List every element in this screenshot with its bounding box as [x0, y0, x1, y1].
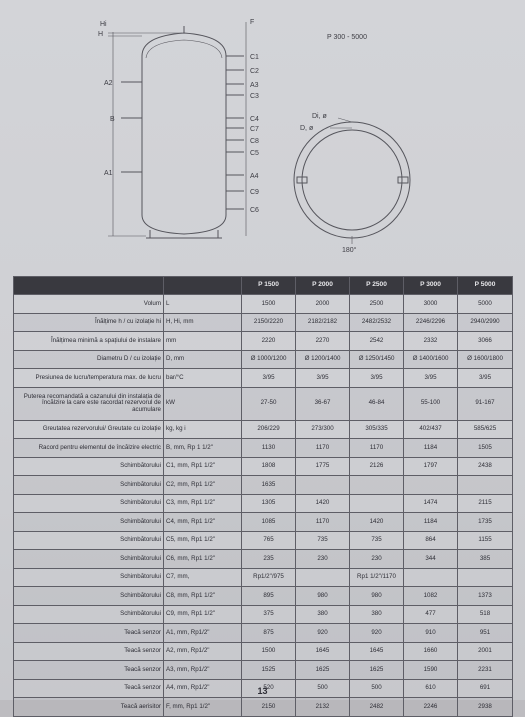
unit-cell: kg, kg i	[164, 420, 242, 439]
value-cell: 380	[296, 605, 350, 624]
value-cell: 27-50	[242, 387, 296, 420]
value-cell: 1184	[404, 513, 458, 532]
value-cell	[296, 568, 350, 587]
header-param	[14, 277, 164, 295]
unit-cell: C1, mm, Rp1 1/2"	[164, 457, 242, 476]
value-cell: 1420	[350, 513, 404, 532]
value-cell: Ø 1600/1800	[458, 350, 513, 369]
param-cell: Puterea recomandată a cazanului din instalația de încălzire la care este racordat rezervorul de acumulare	[14, 387, 164, 420]
value-cell: 2115	[458, 494, 513, 513]
value-cell: 910	[404, 624, 458, 643]
header-p2500: P 2500	[350, 277, 404, 295]
value-cell: 1625	[350, 661, 404, 680]
label-c1: C1	[250, 54, 259, 61]
value-cell: 46-84	[350, 387, 404, 420]
param-cell: Înălțimea minimă a spațiului de instalare	[14, 332, 164, 351]
param-cell: Diametru D / cu izolație	[14, 350, 164, 369]
value-cell	[296, 476, 350, 495]
unit-cell: H, Hi, mm	[164, 313, 242, 332]
tank-technical-drawing	[0, 0, 525, 270]
value-cell: 230	[296, 550, 350, 569]
param-cell: Teacă aerisitor	[14, 698, 164, 717]
value-cell: 500	[296, 679, 350, 698]
value-cell: 230	[350, 550, 404, 569]
value-cell	[350, 494, 404, 513]
unit-cell: C3, mm, Rp1 1/2"	[164, 494, 242, 513]
value-cell: 951	[458, 624, 513, 643]
unit-cell: bar/°C	[164, 369, 242, 388]
header-p3000: P 3000	[404, 277, 458, 295]
param-cell: Schimbătorului	[14, 513, 164, 532]
value-cell: 5000	[458, 295, 513, 314]
value-cell: Ø 1200/1400	[296, 350, 350, 369]
value-cell: 3/95	[404, 369, 458, 388]
value-cell	[458, 568, 513, 587]
value-cell: 2231	[458, 661, 513, 680]
value-cell: 55-100	[404, 387, 458, 420]
page-number: 13	[257, 686, 268, 696]
unit-cell: C4, mm, Rp1 1/2"	[164, 513, 242, 532]
table-row	[14, 439, 513, 458]
unit-cell: C9, mm, Rp1 1/2"	[164, 605, 242, 624]
tank-plan-inner-circle	[302, 130, 402, 230]
value-cell: 3000	[404, 295, 458, 314]
value-cell: 2220	[242, 332, 296, 351]
value-cell: 2270	[296, 332, 350, 351]
value-cell: 2542	[350, 332, 404, 351]
value-cell: 1500	[242, 642, 296, 661]
label-c6: C6	[250, 207, 259, 214]
value-cell	[458, 476, 513, 495]
value-cell: 1525	[242, 661, 296, 680]
param-cell: Schimbătorului	[14, 568, 164, 587]
value-cell: 2126	[350, 457, 404, 476]
value-cell: 1170	[296, 513, 350, 532]
value-cell: 3066	[458, 332, 513, 351]
value-cell: 920	[296, 624, 350, 643]
table-row	[14, 420, 513, 439]
value-cell: 691	[458, 679, 513, 698]
header-p2000: P 2000	[296, 277, 350, 295]
param-cell: Teacă senzor	[14, 624, 164, 643]
unit-cell: C2, mm, Rp1 1/2"	[164, 476, 242, 495]
label-angle: 180°	[342, 247, 357, 254]
value-cell: 36-67	[296, 387, 350, 420]
label-a1: A1	[104, 170, 113, 177]
label-c4: C4	[250, 116, 259, 123]
value-cell: 1500	[242, 295, 296, 314]
label-d: D, ø	[300, 125, 314, 132]
unit-cell: A1, mm, Rp1/2"	[164, 624, 242, 643]
value-cell: 2438	[458, 457, 513, 476]
table-row	[14, 605, 513, 624]
value-cell: 2940/2990	[458, 313, 513, 332]
value-cell: 1590	[404, 661, 458, 680]
value-cell: 206/229	[242, 420, 296, 439]
table-row	[14, 587, 513, 606]
tank-plan-outer-circle	[294, 122, 410, 238]
param-cell: Schimbătorului	[14, 605, 164, 624]
unit-cell: A2, mm, Rp1/2"	[164, 642, 242, 661]
unit-cell: mm	[164, 332, 242, 351]
value-cell: 2482/2532	[350, 313, 404, 332]
label-h: H	[98, 31, 104, 38]
value-cell: 520	[242, 679, 296, 698]
value-cell: 765	[242, 531, 296, 550]
value-cell: 895	[242, 587, 296, 606]
value-cell: 3/95	[350, 369, 404, 388]
table-row	[14, 457, 513, 476]
unit-cell: B, mm, Rp 1 1/2"	[164, 439, 242, 458]
table-row	[14, 313, 513, 332]
value-cell	[350, 476, 404, 495]
param-cell: Teacă senzor	[14, 642, 164, 661]
table-body	[14, 295, 513, 717]
value-cell: Ø 1250/1450	[350, 350, 404, 369]
value-cell: 3/95	[242, 369, 296, 388]
table-row	[14, 332, 513, 351]
value-cell: 980	[350, 587, 404, 606]
value-cell: 1635	[242, 476, 296, 495]
value-cell: 610	[404, 679, 458, 698]
value-cell: 305/335	[350, 420, 404, 439]
value-cell: 1735	[458, 513, 513, 532]
table-row	[14, 642, 513, 661]
value-cell: 344	[404, 550, 458, 569]
label-a4: A4	[250, 173, 259, 180]
param-cell: Racord pentru elementul de încălzire electric	[14, 439, 164, 458]
value-cell: 2001	[458, 642, 513, 661]
value-cell: 2132	[296, 698, 350, 717]
label-hi: Hi	[100, 21, 107, 28]
param-cell: Volum	[14, 295, 164, 314]
value-cell: 2182/2182	[296, 313, 350, 332]
label-c8: C8	[250, 138, 259, 145]
value-cell: Ø 1400/1600	[404, 350, 458, 369]
value-cell: Rp1 1/2"/1170	[350, 568, 404, 587]
table-row	[14, 661, 513, 680]
value-cell: 3/95	[296, 369, 350, 388]
value-cell: 920	[350, 624, 404, 643]
unit-cell: A4, mm, Rp1/2"	[164, 679, 242, 698]
label-c9: C9	[250, 189, 259, 196]
label-b: B	[110, 116, 115, 123]
value-cell: 735	[350, 531, 404, 550]
table-row	[14, 387, 513, 420]
value-cell: 1170	[296, 439, 350, 458]
value-cell: 1808	[242, 457, 296, 476]
value-cell: 735	[296, 531, 350, 550]
param-cell: Înălțime h / cu izolație hi	[14, 313, 164, 332]
value-cell	[404, 568, 458, 587]
value-cell: Rp1/2"/975	[242, 568, 296, 587]
model-range: P 300 - 5000	[327, 34, 367, 41]
value-cell: 91-167	[458, 387, 513, 420]
value-cell: 2246/2296	[404, 313, 458, 332]
param-cell: Schimbătorului	[14, 457, 164, 476]
value-cell: 2500	[350, 295, 404, 314]
value-cell: 1645	[350, 642, 404, 661]
header-p1500: P 1500	[242, 277, 296, 295]
value-cell: 2332	[404, 332, 458, 351]
param-cell: Presiunea de lucru/temperatura max. de lucru	[14, 369, 164, 388]
value-cell: 1082	[404, 587, 458, 606]
value-cell: 1373	[458, 587, 513, 606]
label-c5: C5	[250, 150, 259, 157]
value-cell: 980	[296, 587, 350, 606]
value-cell: 2246	[404, 698, 458, 717]
value-cell: 2938	[458, 698, 513, 717]
label-c3: C3	[250, 93, 259, 100]
label-c7: C7	[250, 126, 259, 133]
unit-cell: C6, mm, Rp1 1/2"	[164, 550, 242, 569]
unit-cell: A3, mm, Rp1/2"	[164, 661, 242, 680]
value-cell	[404, 476, 458, 495]
value-cell: 235	[242, 550, 296, 569]
value-cell: 864	[404, 531, 458, 550]
value-cell: 1085	[242, 513, 296, 532]
value-cell: 500	[350, 679, 404, 698]
value-cell: 1775	[296, 457, 350, 476]
unit-cell: L	[164, 295, 242, 314]
table-row	[14, 476, 513, 495]
value-cell: 1625	[296, 661, 350, 680]
unit-cell: D, mm	[164, 350, 242, 369]
label-f: F	[250, 19, 255, 26]
value-cell: 1797	[404, 457, 458, 476]
param-cell: Schimbătorului	[14, 550, 164, 569]
spec-table	[13, 276, 513, 717]
table-row	[14, 531, 513, 550]
table-row	[14, 550, 513, 569]
label-di: Di, ø	[312, 113, 327, 120]
param-cell: Greutatea rezervorului/ Greutate cu izolație	[14, 420, 164, 439]
value-cell: 477	[404, 605, 458, 624]
header-p5000: P 5000	[458, 277, 513, 295]
label-c2: C2	[250, 68, 259, 75]
table-row	[14, 624, 513, 643]
value-cell: 402/437	[404, 420, 458, 439]
value-cell: 1155	[458, 531, 513, 550]
value-cell: Ø 1000/1200	[242, 350, 296, 369]
table-header	[14, 277, 513, 295]
value-cell: 1660	[404, 642, 458, 661]
tank-body	[142, 33, 226, 234]
value-cell: 1305	[242, 494, 296, 513]
value-cell: 1184	[404, 439, 458, 458]
value-cell: 2150/2220	[242, 313, 296, 332]
param-cell: Teacă senzor	[14, 661, 164, 680]
table-row	[14, 698, 513, 717]
unit-cell: C5, mm, Rp1 1/2"	[164, 531, 242, 550]
value-cell: 380	[350, 605, 404, 624]
value-cell: 375	[242, 605, 296, 624]
param-cell: Teacă senzor	[14, 679, 164, 698]
value-cell: 2150	[242, 698, 296, 717]
value-cell: 1474	[404, 494, 458, 513]
param-cell: Schimbătorului	[14, 494, 164, 513]
table-row	[14, 369, 513, 388]
table-row	[14, 295, 513, 314]
unit-cell: C7, mm,	[164, 568, 242, 587]
header-unit	[164, 277, 242, 295]
param-cell: Schimbătorului	[14, 587, 164, 606]
value-cell: 1130	[242, 439, 296, 458]
value-cell: 2482	[350, 698, 404, 717]
unit-cell: kW	[164, 387, 242, 420]
value-cell: 2000	[296, 295, 350, 314]
value-cell: 1420	[296, 494, 350, 513]
value-cell: 875	[242, 624, 296, 643]
table-row	[14, 513, 513, 532]
label-a3: A3	[250, 82, 259, 89]
value-cell: 1645	[296, 642, 350, 661]
value-cell: 585/625	[458, 420, 513, 439]
unit-cell: F, mm, Rp1 1/2"	[164, 698, 242, 717]
param-cell: Schimbătorului	[14, 531, 164, 550]
value-cell: 1170	[350, 439, 404, 458]
value-cell: 3/95	[458, 369, 513, 388]
value-cell: 385	[458, 550, 513, 569]
value-cell: 1505	[458, 439, 513, 458]
label-a2: A2	[104, 80, 113, 87]
unit-cell: C8, mm, Rp1 1/2"	[164, 587, 242, 606]
value-cell: 273/300	[296, 420, 350, 439]
param-cell: Schimbătorului	[14, 476, 164, 495]
table-row	[14, 350, 513, 369]
value-cell: 518	[458, 605, 513, 624]
table-row	[14, 568, 513, 587]
table-row	[14, 494, 513, 513]
